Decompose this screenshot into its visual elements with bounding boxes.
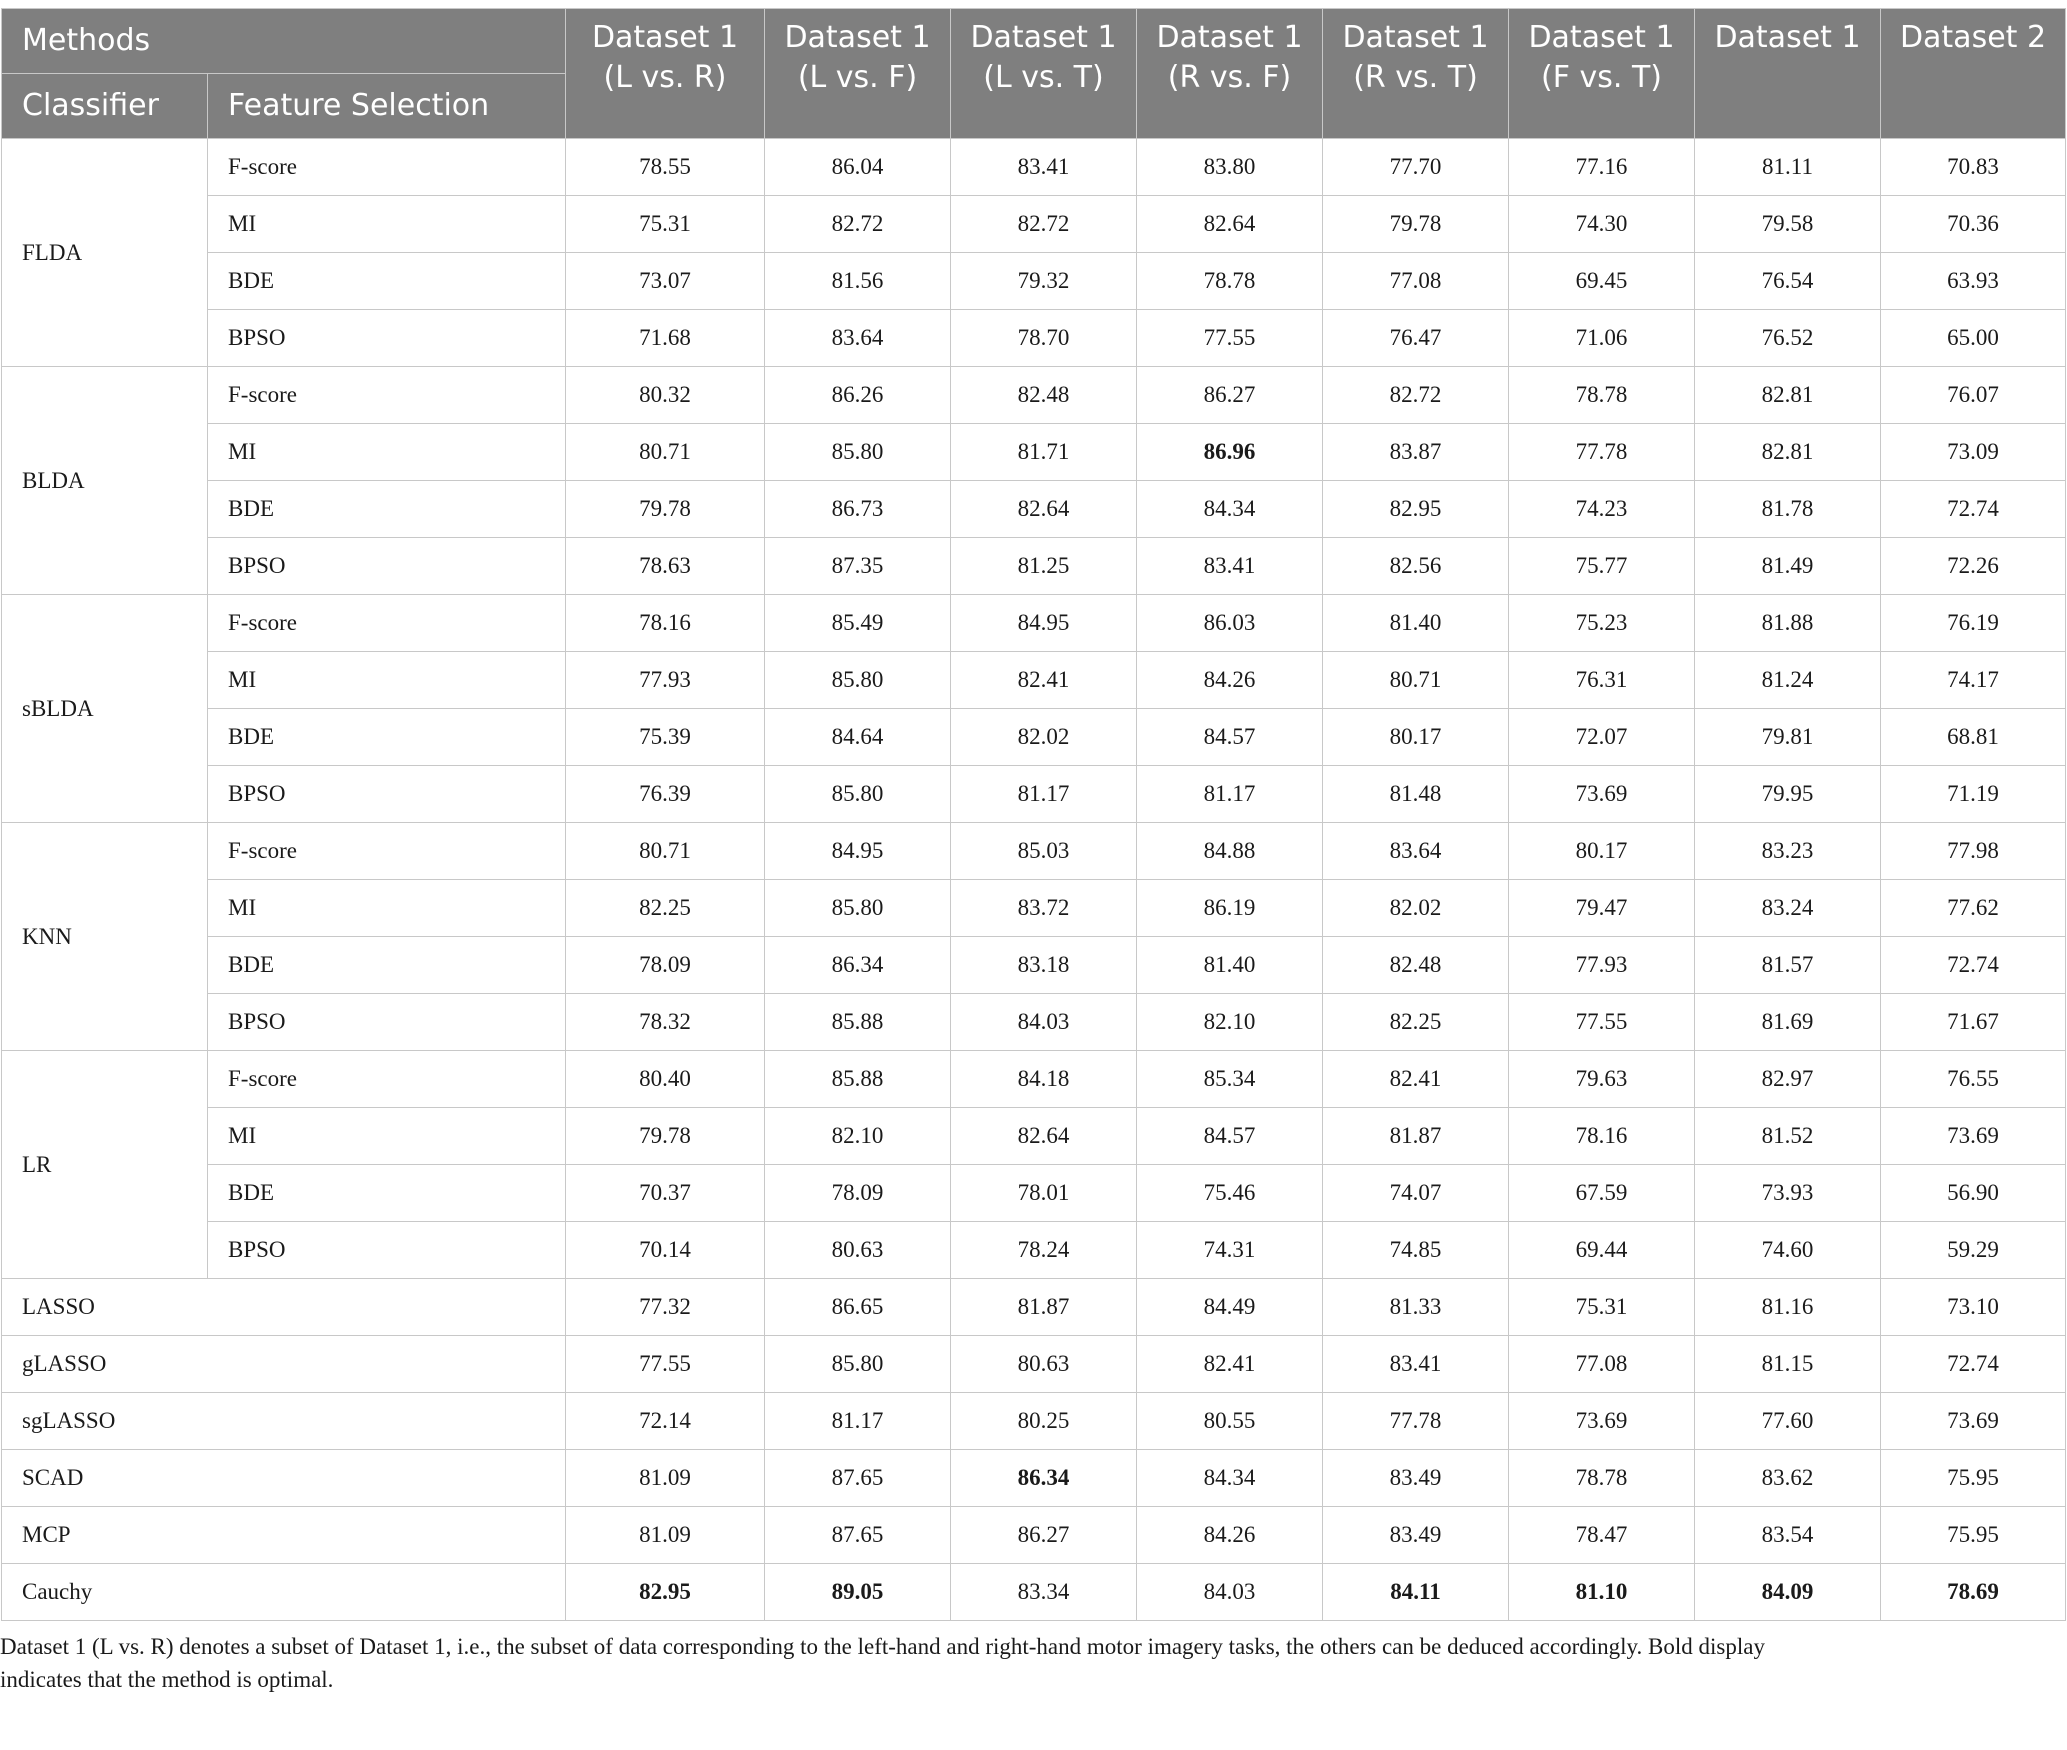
accuracy-cell: 79.95 <box>1695 766 1881 823</box>
feature-selection-cell: BDE <box>208 937 566 994</box>
accuracy-cell: 82.81 <box>1695 367 1881 424</box>
accuracy-cell: 76.52 <box>1695 310 1881 367</box>
header-row-top <box>2 9 2066 74</box>
accuracy-cell: 77.55 <box>1137 310 1323 367</box>
accuracy-cell: 56.90 <box>1881 1165 2066 1222</box>
accuracy-cell: 89.05 <box>765 1564 951 1621</box>
accuracy-cell: 86.04 <box>765 139 951 196</box>
accuracy-cell: 81.15 <box>1695 1336 1881 1393</box>
dataset-header-subset: (F vs. T) <box>1541 60 1662 95</box>
accuracy-cell: 78.47 <box>1509 1507 1695 1564</box>
table-row <box>2 481 2066 538</box>
accuracy-cell: 82.48 <box>1323 937 1509 994</box>
accuracy-cell: 83.64 <box>765 310 951 367</box>
accuracy-cell: 82.97 <box>1695 1051 1881 1108</box>
accuracy-cell: 84.03 <box>1137 1564 1323 1621</box>
accuracy-cell: 85.80 <box>765 652 951 709</box>
accuracy-cell: 83.18 <box>951 937 1137 994</box>
accuracy-cell: 81.17 <box>951 766 1137 823</box>
dataset-header-name: Dataset 1 <box>1528 20 1675 55</box>
accuracy-cell: 85.88 <box>765 994 951 1051</box>
accuracy-cell: 87.65 <box>765 1450 951 1507</box>
accuracy-cell: 83.72 <box>951 880 1137 937</box>
accuracy-cell: 73.69 <box>1509 766 1695 823</box>
accuracy-cell: 83.34 <box>951 1564 1137 1621</box>
accuracy-cell: 84.57 <box>1137 709 1323 766</box>
classifier-cell: FLDA <box>2 139 208 367</box>
accuracy-cell: 77.32 <box>566 1279 765 1336</box>
dataset-header-subset: (L vs. T) <box>983 60 1104 95</box>
accuracy-cell: 75.31 <box>566 196 765 253</box>
accuracy-cell: 78.09 <box>566 937 765 994</box>
accuracy-cell: 77.08 <box>1323 253 1509 310</box>
accuracy-cell: 81.48 <box>1323 766 1509 823</box>
accuracy-cell: 81.24 <box>1695 652 1881 709</box>
accuracy-cell: 84.49 <box>1137 1279 1323 1336</box>
accuracy-cell: 83.49 <box>1323 1450 1509 1507</box>
table-footnote <box>0 1630 2064 1696</box>
accuracy-cell: 86.19 <box>1137 880 1323 937</box>
accuracy-cell: 85.49 <box>765 595 951 652</box>
dataset-header-subset: (L vs. F) <box>797 60 918 95</box>
classifier-header: Classifier <box>2 74 208 139</box>
accuracy-cell: 82.41 <box>1323 1051 1509 1108</box>
accuracy-cell: 82.41 <box>951 652 1137 709</box>
accuracy-cell: 85.80 <box>765 880 951 937</box>
table-row <box>2 823 2066 880</box>
classifier-cell: sBLDA <box>2 595 208 823</box>
accuracy-cell: 82.02 <box>1323 880 1509 937</box>
accuracy-cell: 71.06 <box>1509 310 1695 367</box>
accuracy-cell: 83.41 <box>1323 1336 1509 1393</box>
accuracy-cell: 81.16 <box>1695 1279 1881 1336</box>
dataset-header-subset: (L vs. R) <box>603 60 727 95</box>
accuracy-cell: 69.45 <box>1509 253 1695 310</box>
accuracy-cell: 80.71 <box>566 424 765 481</box>
accuracy-cell: 81.33 <box>1323 1279 1509 1336</box>
accuracy-cell: 86.65 <box>765 1279 951 1336</box>
accuracy-cell: 83.23 <box>1695 823 1881 880</box>
accuracy-cell: 87.35 <box>765 538 951 595</box>
accuracy-cell: 82.95 <box>1323 481 1509 538</box>
accuracy-cell: 85.80 <box>765 424 951 481</box>
accuracy-cell: 74.30 <box>1509 196 1695 253</box>
table-row <box>2 310 2066 367</box>
accuracy-cell: 85.80 <box>765 766 951 823</box>
accuracy-cell: 77.60 <box>1695 1393 1881 1450</box>
accuracy-cell: 81.87 <box>1323 1108 1509 1165</box>
accuracy-cell: 80.17 <box>1509 823 1695 880</box>
dataset-header <box>1509 9 1695 139</box>
feature-selection-cell: BPSO <box>208 1222 566 1279</box>
accuracy-cell: 73.10 <box>1881 1279 2066 1336</box>
table-row <box>2 1279 2066 1336</box>
accuracy-cell: 72.74 <box>1881 937 2066 994</box>
table-row <box>2 937 2066 994</box>
accuracy-cell: 77.55 <box>566 1336 765 1393</box>
accuracy-cell: 79.78 <box>1323 196 1509 253</box>
feature-selection-cell: F-score <box>208 139 566 196</box>
method-cell: LASSO <box>2 1279 566 1336</box>
feature-selection-cell: MI <box>208 1108 566 1165</box>
dataset-header-name: Dataset 2 <box>1899 20 2047 55</box>
accuracy-cell: 85.03 <box>951 823 1137 880</box>
dataset-header <box>765 9 951 139</box>
dataset-header-name: Dataset 1 <box>1342 20 1489 55</box>
accuracy-cell: 67.59 <box>1509 1165 1695 1222</box>
accuracy-cell: 79.32 <box>951 253 1137 310</box>
dataset-header <box>951 9 1137 139</box>
table-row <box>2 1393 2066 1450</box>
accuracy-cell: 79.78 <box>566 1108 765 1165</box>
table-row <box>2 139 2066 196</box>
accuracy-cell: 83.54 <box>1695 1507 1881 1564</box>
accuracy-cell: 80.71 <box>1323 652 1509 709</box>
accuracy-cell: 83.41 <box>1137 538 1323 595</box>
accuracy-cell: 74.31 <box>1137 1222 1323 1279</box>
accuracy-cell: 83.41 <box>951 139 1137 196</box>
classifier-cell: BLDA <box>2 367 208 595</box>
accuracy-cell: 79.47 <box>1509 880 1695 937</box>
method-cell: SCAD <box>2 1450 566 1507</box>
accuracy-cell: 73.07 <box>566 253 765 310</box>
accuracy-cell: 79.58 <box>1695 196 1881 253</box>
accuracy-cell: 79.81 <box>1695 709 1881 766</box>
accuracy-cell: 82.72 <box>765 196 951 253</box>
accuracy-cell: 73.69 <box>1881 1108 2066 1165</box>
accuracy-cell: 83.62 <box>1695 1450 1881 1507</box>
table-row <box>2 1108 2066 1165</box>
accuracy-cell: 74.17 <box>1881 652 2066 709</box>
feature-selection-cell: MI <box>208 880 566 937</box>
feature-selection-header: Feature Selection <box>208 74 566 139</box>
accuracy-cell: 77.70 <box>1323 139 1509 196</box>
accuracy-cell: 81.10 <box>1509 1564 1695 1621</box>
accuracy-cell: 86.27 <box>1137 367 1323 424</box>
accuracy-cell: 82.56 <box>1323 538 1509 595</box>
accuracy-cell: 79.63 <box>1509 1051 1695 1108</box>
accuracy-cell: 76.31 <box>1509 652 1695 709</box>
accuracy-cell: 77.78 <box>1323 1393 1509 1450</box>
accuracy-cell: 76.54 <box>1695 253 1881 310</box>
feature-selection-cell: F-score <box>208 823 566 880</box>
dataset-header-name: Dataset 1 <box>591 20 739 55</box>
table-row <box>2 880 2066 937</box>
accuracy-cell: 80.63 <box>951 1336 1137 1393</box>
dataset-header-name: Dataset 1 <box>1156 20 1303 55</box>
method-cell: gLASSO <box>2 1336 566 1393</box>
accuracy-cell: 78.01 <box>951 1165 1137 1222</box>
accuracy-cell: 81.25 <box>951 538 1137 595</box>
accuracy-cell: 81.17 <box>765 1393 951 1450</box>
accuracy-cell: 82.48 <box>951 367 1137 424</box>
accuracy-cell: 78.78 <box>1509 367 1695 424</box>
table-row <box>2 652 2066 709</box>
accuracy-cell: 86.03 <box>1137 595 1323 652</box>
accuracy-cell: 84.57 <box>1137 1108 1323 1165</box>
accuracy-cell: 74.60 <box>1695 1222 1881 1279</box>
accuracy-cell: 80.71 <box>566 823 765 880</box>
feature-selection-cell: MI <box>208 196 566 253</box>
accuracy-cell: 70.36 <box>1881 196 2066 253</box>
accuracy-cell: 81.78 <box>1695 481 1881 538</box>
accuracy-cell: 76.19 <box>1881 595 2066 652</box>
feature-selection-cell: F-score <box>208 367 566 424</box>
accuracy-cell: 73.09 <box>1881 424 2066 481</box>
accuracy-cell: 76.55 <box>1881 1051 2066 1108</box>
feature-selection-cell: F-score <box>208 595 566 652</box>
table-row <box>2 196 2066 253</box>
accuracy-cell: 84.34 <box>1137 481 1323 538</box>
dataset-header-name: Dataset 1 <box>784 20 931 55</box>
accuracy-cell: 78.78 <box>1137 253 1323 310</box>
accuracy-cell: 74.07 <box>1323 1165 1509 1222</box>
accuracy-cell: 80.25 <box>951 1393 1137 1450</box>
accuracy-cell: 78.70 <box>951 310 1137 367</box>
accuracy-cell: 69.44 <box>1509 1222 1695 1279</box>
feature-selection-cell: BDE <box>208 481 566 538</box>
accuracy-cell: 82.64 <box>951 1108 1137 1165</box>
accuracy-cell: 75.95 <box>1881 1507 2066 1564</box>
accuracy-cell: 81.49 <box>1695 538 1881 595</box>
accuracy-cell: 82.95 <box>566 1564 765 1621</box>
accuracy-cell: 70.83 <box>1881 139 2066 196</box>
footnote-line: indicates that the method is optimal. <box>0 1667 334 1692</box>
accuracy-cell: 86.27 <box>951 1507 1137 1564</box>
accuracy-cell: 77.98 <box>1881 823 2066 880</box>
accuracy-cell: 81.09 <box>566 1507 765 1564</box>
table-row <box>2 709 2066 766</box>
accuracy-cell: 80.55 <box>1137 1393 1323 1450</box>
accuracy-cell: 72.74 <box>1881 481 2066 538</box>
feature-selection-cell: BDE <box>208 1165 566 1222</box>
table-row <box>2 1165 2066 1222</box>
accuracy-cell: 80.17 <box>1323 709 1509 766</box>
table-header <box>2 9 2066 139</box>
table-row <box>2 1507 2066 1564</box>
accuracy-cell: 84.64 <box>765 709 951 766</box>
accuracy-cell: 76.07 <box>1881 367 2066 424</box>
feature-selection-cell: BDE <box>208 709 566 766</box>
accuracy-cell: 86.96 <box>1137 424 1323 481</box>
accuracy-cell: 82.02 <box>951 709 1137 766</box>
accuracy-cell: 79.78 <box>566 481 765 538</box>
dataset-header-name: Dataset 1 <box>1714 20 1861 55</box>
accuracy-cell: 83.80 <box>1137 139 1323 196</box>
accuracy-cell: 78.16 <box>566 595 765 652</box>
accuracy-cell: 81.69 <box>1695 994 1881 1051</box>
accuracy-cell: 73.69 <box>1881 1393 2066 1450</box>
accuracy-cell: 81.87 <box>951 1279 1137 1336</box>
dataset-header <box>1137 9 1323 139</box>
accuracy-cell: 81.17 <box>1137 766 1323 823</box>
feature-selection-cell: BPSO <box>208 310 566 367</box>
method-cell: sgLASSO <box>2 1393 566 1450</box>
accuracy-cell: 72.14 <box>566 1393 765 1450</box>
classifier-cell: KNN <box>2 823 208 1051</box>
table-row <box>2 595 2066 652</box>
results-table <box>1 8 2066 1621</box>
feature-selection-cell: BPSO <box>208 538 566 595</box>
accuracy-cell: 82.25 <box>566 880 765 937</box>
accuracy-cell: 65.00 <box>1881 310 2066 367</box>
accuracy-cell: 78.69 <box>1881 1564 2066 1621</box>
feature-selection-cell: BPSO <box>208 994 566 1051</box>
results-table-container <box>1 8 2065 1621</box>
accuracy-cell: 82.25 <box>1323 994 1509 1051</box>
accuracy-cell: 77.78 <box>1509 424 1695 481</box>
accuracy-cell: 75.95 <box>1881 1450 2066 1507</box>
accuracy-cell: 85.88 <box>765 1051 951 1108</box>
accuracy-cell: 78.09 <box>765 1165 951 1222</box>
accuracy-cell: 84.11 <box>1323 1564 1509 1621</box>
accuracy-cell: 76.39 <box>566 766 765 823</box>
footnote-line: Dataset 1 (L vs. R) denotes a subset of Dataset 1, i.e., the subset of data corresponding to the left-hand and right-hand motor imagery tasks, the others can be deduced accordingly. Bold display <box>0 1634 1765 1659</box>
accuracy-cell: 82.72 <box>951 196 1137 253</box>
classifier-cell: LR <box>2 1051 208 1279</box>
table-row <box>2 1564 2066 1621</box>
accuracy-cell: 82.10 <box>1137 994 1323 1051</box>
accuracy-cell: 75.77 <box>1509 538 1695 595</box>
accuracy-cell: 83.64 <box>1323 823 1509 880</box>
accuracy-cell: 77.93 <box>566 652 765 709</box>
accuracy-cell: 70.14 <box>566 1222 765 1279</box>
accuracy-cell: 77.62 <box>1881 880 2066 937</box>
feature-selection-cell: MI <box>208 424 566 481</box>
accuracy-cell: 81.40 <box>1137 937 1323 994</box>
accuracy-cell: 82.72 <box>1323 367 1509 424</box>
accuracy-cell: 81.88 <box>1695 595 1881 652</box>
feature-selection-cell: BPSO <box>208 766 566 823</box>
table-row <box>2 538 2066 595</box>
accuracy-cell: 78.24 <box>951 1222 1137 1279</box>
accuracy-cell: 71.68 <box>566 310 765 367</box>
accuracy-cell: 81.57 <box>1695 937 1881 994</box>
accuracy-cell: 80.63 <box>765 1222 951 1279</box>
accuracy-cell: 81.71 <box>951 424 1137 481</box>
accuracy-cell: 71.19 <box>1881 766 2066 823</box>
accuracy-cell: 82.64 <box>951 481 1137 538</box>
accuracy-cell: 72.74 <box>1881 1336 2066 1393</box>
accuracy-cell: 80.32 <box>566 367 765 424</box>
accuracy-cell: 72.07 <box>1509 709 1695 766</box>
methods-header: Methods <box>2 9 566 74</box>
accuracy-cell: 77.16 <box>1509 139 1695 196</box>
accuracy-cell: 78.78 <box>1509 1450 1695 1507</box>
table-row <box>2 1336 2066 1393</box>
accuracy-cell: 68.81 <box>1881 709 2066 766</box>
accuracy-cell: 84.88 <box>1137 823 1323 880</box>
dataset-header <box>566 9 765 139</box>
accuracy-cell: 78.55 <box>566 139 765 196</box>
accuracy-cell: 59.29 <box>1881 1222 2066 1279</box>
dataset-header-subset: (R vs. T) <box>1353 60 1478 95</box>
dataset-header <box>1881 9 2066 139</box>
accuracy-cell: 82.10 <box>765 1108 951 1165</box>
table-row <box>2 1222 2066 1279</box>
accuracy-cell: 81.40 <box>1323 595 1509 652</box>
accuracy-cell: 73.69 <box>1509 1393 1695 1450</box>
table-row <box>2 1051 2066 1108</box>
accuracy-cell: 76.47 <box>1323 310 1509 367</box>
accuracy-cell: 75.23 <box>1509 595 1695 652</box>
accuracy-cell: 78.63 <box>566 538 765 595</box>
accuracy-cell: 82.41 <box>1137 1336 1323 1393</box>
method-cell: Cauchy <box>2 1564 566 1621</box>
accuracy-cell: 84.03 <box>951 994 1137 1051</box>
accuracy-cell: 73.93 <box>1695 1165 1881 1222</box>
accuracy-cell: 77.93 <box>1509 937 1695 994</box>
accuracy-cell: 75.46 <box>1137 1165 1323 1222</box>
accuracy-cell: 85.80 <box>765 1336 951 1393</box>
accuracy-cell: 78.32 <box>566 994 765 1051</box>
accuracy-cell: 81.11 <box>1695 139 1881 196</box>
table-row <box>2 424 2066 481</box>
accuracy-cell: 75.31 <box>1509 1279 1695 1336</box>
accuracy-cell: 84.26 <box>1137 652 1323 709</box>
accuracy-cell: 77.55 <box>1509 994 1695 1051</box>
accuracy-cell: 84.34 <box>1137 1450 1323 1507</box>
table-row <box>2 766 2066 823</box>
feature-selection-cell: F-score <box>208 1051 566 1108</box>
accuracy-cell: 84.95 <box>951 595 1137 652</box>
feature-selection-cell: MI <box>208 652 566 709</box>
table-row <box>2 1450 2066 1507</box>
feature-selection-cell: BDE <box>208 253 566 310</box>
accuracy-cell: 83.87 <box>1323 424 1509 481</box>
accuracy-cell: 83.24 <box>1695 880 1881 937</box>
accuracy-cell: 86.73 <box>765 481 951 538</box>
accuracy-cell: 70.37 <box>566 1165 765 1222</box>
accuracy-cell: 77.08 <box>1509 1336 1695 1393</box>
table-row <box>2 253 2066 310</box>
table-row <box>2 367 2066 424</box>
accuracy-cell: 86.34 <box>765 937 951 994</box>
accuracy-cell: 84.26 <box>1137 1507 1323 1564</box>
accuracy-cell: 75.39 <box>566 709 765 766</box>
accuracy-cell: 74.23 <box>1509 481 1695 538</box>
accuracy-cell: 84.95 <box>765 823 951 880</box>
accuracy-cell: 86.34 <box>951 1450 1137 1507</box>
accuracy-cell: 87.65 <box>765 1507 951 1564</box>
accuracy-cell: 85.34 <box>1137 1051 1323 1108</box>
accuracy-cell: 86.26 <box>765 367 951 424</box>
accuracy-cell: 80.40 <box>566 1051 765 1108</box>
accuracy-cell: 72.26 <box>1881 538 2066 595</box>
accuracy-cell: 74.85 <box>1323 1222 1509 1279</box>
accuracy-cell: 83.49 <box>1323 1507 1509 1564</box>
accuracy-cell: 81.56 <box>765 253 951 310</box>
dataset-header <box>1695 9 1881 139</box>
accuracy-cell: 82.81 <box>1695 424 1881 481</box>
dataset-header-name: Dataset 1 <box>970 20 1117 55</box>
dataset-header-subset: (R vs. F) <box>1167 60 1292 95</box>
accuracy-cell: 63.93 <box>1881 253 2066 310</box>
accuracy-cell: 82.64 <box>1137 196 1323 253</box>
accuracy-cell: 78.16 <box>1509 1108 1695 1165</box>
accuracy-cell: 71.67 <box>1881 994 2066 1051</box>
table-body <box>2 139 2066 1621</box>
accuracy-cell: 81.09 <box>566 1450 765 1507</box>
dataset-header <box>1323 9 1509 139</box>
method-cell: MCP <box>2 1507 566 1564</box>
table-row <box>2 994 2066 1051</box>
accuracy-cell: 84.18 <box>951 1051 1137 1108</box>
accuracy-cell: 81.52 <box>1695 1108 1881 1165</box>
accuracy-cell: 84.09 <box>1695 1564 1881 1621</box>
